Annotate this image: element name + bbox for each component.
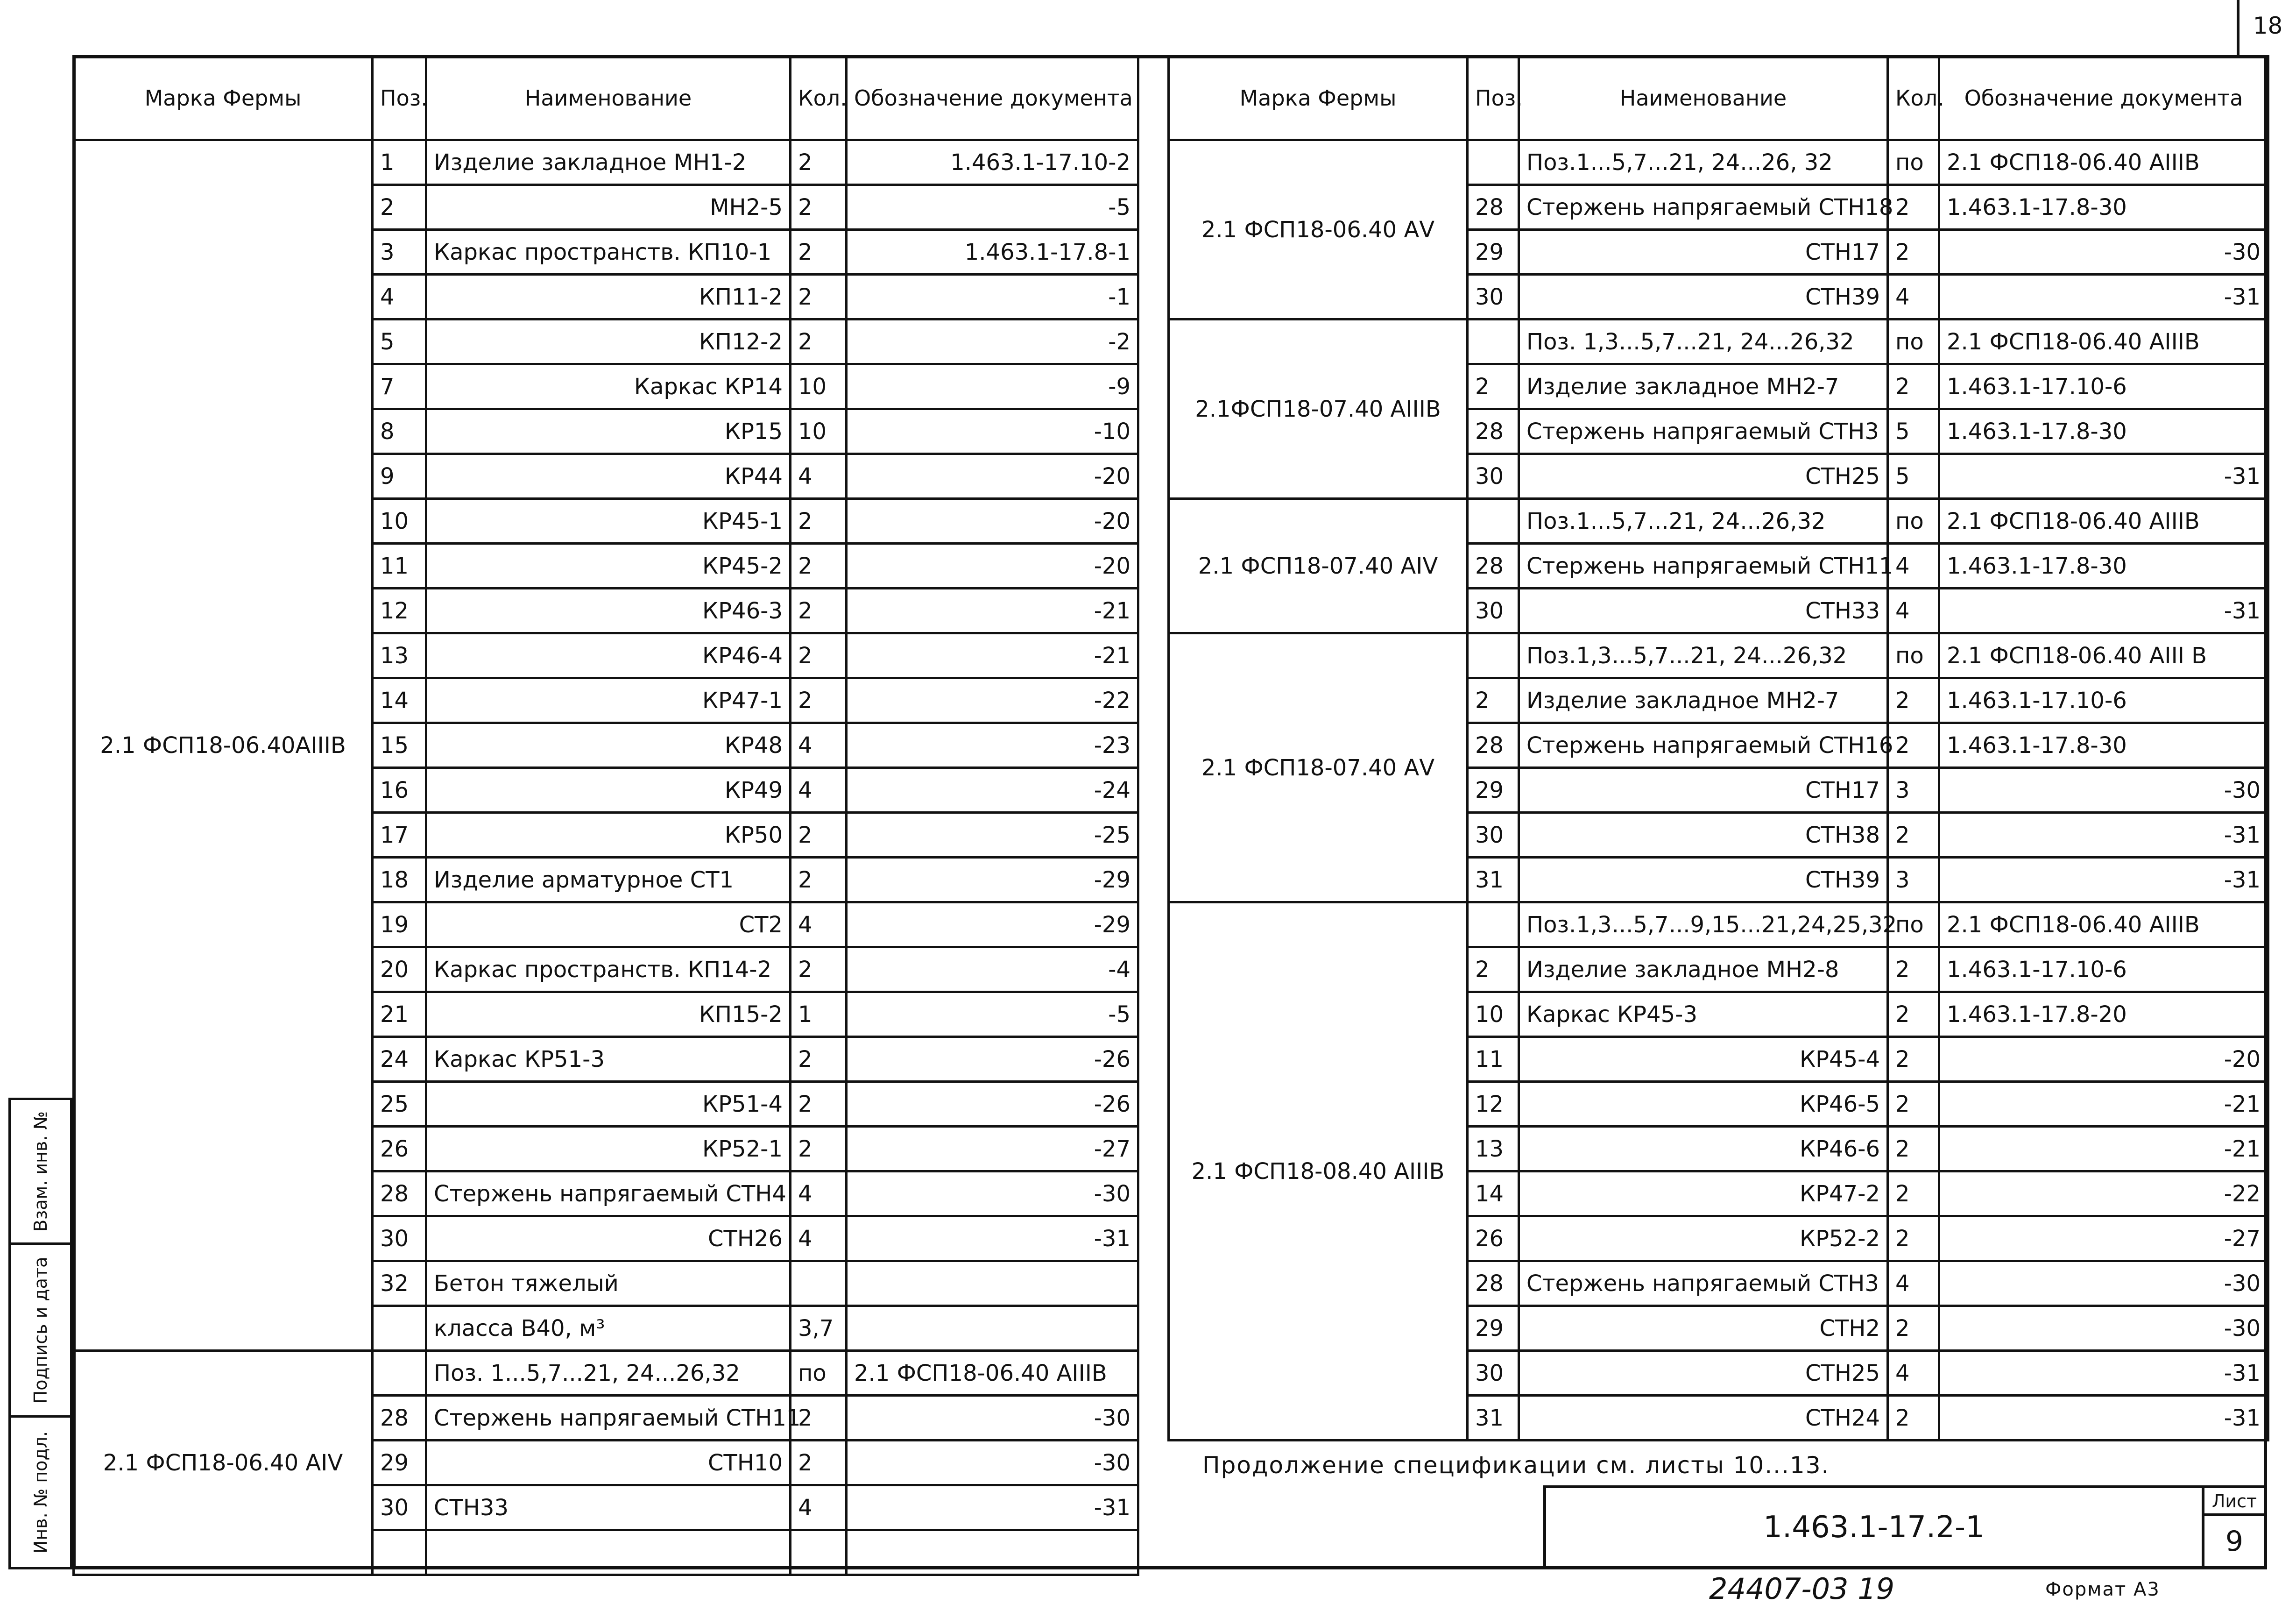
doc-cell: -31	[1939, 275, 2268, 319]
pos-cell: 30	[373, 1216, 426, 1261]
doc-cell: -31	[1939, 858, 2268, 902]
header-mark: Марка Фермы	[1169, 57, 1468, 140]
doc-cell: 2.1 ФСП18-06.40 АIIIВ	[1939, 319, 2268, 364]
right-spec-table	[1167, 55, 2269, 1441]
name-cell: КР44	[426, 454, 791, 499]
name-cell: Изделие закладное МН2-7	[1519, 364, 1888, 409]
pos-cell: 28	[1468, 1261, 1519, 1306]
name-cell: СТН39	[1519, 858, 1888, 902]
doc-cell: 1.463.1-17.8-30	[1939, 544, 2268, 589]
doc-cell: -27	[1939, 1216, 2268, 1261]
doc-cell	[847, 1306, 1138, 1351]
name-cell: СТН25	[1519, 1351, 1888, 1396]
pos-cell: 2	[373, 185, 426, 230]
qty-cell: 5	[1888, 409, 1939, 454]
name-cell: Изделие арматурное СТ1	[426, 858, 791, 902]
doc-cell: 1.463.1-17.10-2	[847, 140, 1138, 185]
pos-cell	[1468, 319, 1519, 364]
name-cell: Стержень напрягаемый СТН4	[426, 1171, 791, 1216]
qty-cell: 2	[1888, 364, 1939, 409]
doc-cell: -10	[847, 409, 1138, 454]
pos-cell: 29	[373, 1441, 426, 1485]
doc-cell: -20	[847, 499, 1138, 544]
title-block	[1543, 1485, 2267, 1569]
qty-cell: 2	[1888, 1171, 1939, 1216]
doc-cell: -22	[847, 678, 1138, 723]
doc-cell: -31	[1939, 589, 2268, 633]
qty-cell: 2	[1888, 992, 1939, 1037]
pos-cell: 30	[1468, 454, 1519, 499]
pos-cell: 14	[373, 678, 426, 723]
pos-cell: 29	[1468, 768, 1519, 813]
name-cell: КР51-4	[426, 1082, 791, 1127]
qty-cell: 4	[791, 902, 847, 947]
qty-cell: 4	[791, 768, 847, 813]
pos-cell: 15	[373, 723, 426, 768]
qty-cell: 3	[1888, 768, 1939, 813]
doc-cell: -27	[847, 1127, 1138, 1171]
doc-cell: 1.463.1-17.8-30	[1939, 409, 2268, 454]
doc-cell: -21	[1939, 1127, 2268, 1171]
name-cell: Поз. 1,3...5,7...21, 24...26,32	[1519, 319, 1888, 364]
qty-cell: 2	[791, 140, 847, 185]
name-cell: КР48	[426, 723, 791, 768]
doc-cell: -30	[847, 1396, 1138, 1441]
side-stamp-strip	[8, 1098, 72, 1569]
qty-cell: 2	[791, 678, 847, 723]
name-cell: Изделие закладное МН1-2	[426, 140, 791, 185]
pos-cell: 3	[373, 230, 426, 275]
qty-cell: по	[791, 1351, 847, 1396]
name-cell: КР49	[426, 768, 791, 813]
header-pos: Поз.	[1468, 57, 1519, 140]
pos-cell: 19	[373, 902, 426, 947]
qty-cell: 2	[1888, 813, 1939, 858]
doc-cell: -30	[1939, 230, 2268, 275]
name-cell: КП12-2	[426, 319, 791, 364]
title-doc-number: 1.463.1-17.2-1	[1546, 1488, 2204, 1567]
name-cell: Изделие закладное МН2-7	[1519, 678, 1888, 723]
pos-cell: 32	[373, 1261, 426, 1306]
page-corner-number: 18	[2237, 0, 2296, 55]
name-cell: КР50	[426, 813, 791, 858]
name-cell: СТ2	[426, 902, 791, 947]
doc-cell: 2.1 ФСП18-06.40 АIII В	[1939, 633, 2268, 678]
name-cell: СТН10	[426, 1441, 791, 1485]
name-cell: Изделие закладное МН2-8	[1519, 947, 1888, 992]
name-cell: Поз.1...5,7...21, 24...26, 32	[1519, 140, 1888, 185]
qty-cell: 1	[791, 992, 847, 1037]
doc-cell: -23	[847, 723, 1138, 768]
pos-cell: 2	[1468, 678, 1519, 723]
name-cell: Стержень напрягаемый СТН11	[426, 1396, 791, 1441]
doc-cell: -20	[847, 454, 1138, 499]
qty-cell: 2	[1888, 1082, 1939, 1127]
qty-cell: по	[1888, 499, 1939, 544]
pos-cell: 20	[373, 947, 426, 992]
pos-cell: 13	[373, 633, 426, 678]
doc-cell: 1.463.1-17.8-30	[1939, 185, 2268, 230]
qty-cell: по	[1888, 140, 1939, 185]
pos-cell: 30	[373, 1485, 426, 1530]
doc-cell: -26	[847, 1082, 1138, 1127]
qty-cell: по	[1888, 902, 1939, 947]
pos-cell: 28	[1468, 723, 1519, 768]
doc-cell: -1	[847, 275, 1138, 319]
doc-cell: 1.463.1-17.8-30	[1939, 723, 2268, 768]
pos-cell: 12	[1468, 1082, 1519, 1127]
name-cell: КР52-2	[1519, 1216, 1888, 1261]
qty-cell: 2	[1888, 1037, 1939, 1082]
doc-cell: 2.1 ФСП18-06.40 АIIIВ	[1939, 140, 2268, 185]
qty-cell: 2	[791, 813, 847, 858]
qty-cell: 2	[791, 1037, 847, 1082]
doc-cell: -30	[847, 1171, 1138, 1216]
pos-cell: 28	[373, 1171, 426, 1216]
pos-cell: 28	[1468, 185, 1519, 230]
pos-cell: 17	[373, 813, 426, 858]
footer-format: Формат А3	[2045, 1579, 2160, 1600]
doc-cell: -5	[847, 992, 1138, 1037]
doc-cell: -31	[847, 1485, 1138, 1530]
qty-cell: 2	[791, 319, 847, 364]
qty-cell: 2	[791, 947, 847, 992]
pos-cell: 24	[373, 1037, 426, 1082]
name-cell: Стержень напрягаемый СТН18	[1519, 185, 1888, 230]
qty-cell: 2	[791, 858, 847, 902]
qty-cell: 10	[791, 364, 847, 409]
doc-cell	[847, 1530, 1138, 1575]
doc-cell: -9	[847, 364, 1138, 409]
pos-cell: 28	[373, 1396, 426, 1441]
table-row	[1169, 902, 2268, 947]
pos-cell: 8	[373, 409, 426, 454]
name-cell: Каркас КР45-3	[1519, 992, 1888, 1037]
name-cell: Поз. 1...5,7...21, 24...26,32	[426, 1351, 791, 1396]
left-spec-table	[72, 55, 1139, 1576]
pos-cell: 30	[1468, 813, 1519, 858]
pos-cell: 13	[1468, 1127, 1519, 1171]
pos-cell: 30	[1468, 275, 1519, 319]
name-cell: Поз.1,3...5,7...9,15...21,24,25,32	[1519, 902, 1888, 947]
pos-cell: 26	[1468, 1216, 1519, 1261]
qty-cell: 2	[1888, 230, 1939, 275]
pos-cell: 28	[1468, 409, 1519, 454]
qty-cell: 4	[1888, 1351, 1939, 1396]
header-qty: Кол.	[1888, 57, 1939, 140]
doc-cell: -22	[1939, 1171, 2268, 1216]
pos-cell: 11	[1468, 1037, 1519, 1082]
name-cell: СТН33	[426, 1485, 791, 1530]
qty-cell: 2	[791, 1082, 847, 1127]
name-cell: Стержень напрягаемый СТН3	[1519, 1261, 1888, 1306]
qty-cell: 2	[1888, 1127, 1939, 1171]
qty-cell: 4	[791, 1216, 847, 1261]
doc-cell: -31	[1939, 813, 2268, 858]
name-cell: КР46-6	[1519, 1127, 1888, 1171]
pos-cell	[1468, 140, 1519, 185]
name-cell: СТН38	[1519, 813, 1888, 858]
qty-cell: 4	[791, 1485, 847, 1530]
doc-cell: -31	[1939, 1351, 2268, 1396]
qty-cell: 4	[791, 454, 847, 499]
doc-cell: -21	[847, 633, 1138, 678]
name-cell: КР45-4	[1519, 1037, 1888, 1082]
doc-cell: -25	[847, 813, 1138, 858]
pos-cell: 2	[1468, 947, 1519, 992]
pos-cell: 7	[373, 364, 426, 409]
qty-cell: 4	[791, 723, 847, 768]
footer-number: 24407-03 19	[1709, 1572, 1895, 1606]
pos-cell: 10	[373, 499, 426, 544]
qty-cell: 2	[791, 633, 847, 678]
name-cell: КП15-2	[426, 992, 791, 1037]
doc-cell: -31	[847, 1216, 1138, 1261]
qty-cell: 2	[1888, 185, 1939, 230]
name-cell: Бетон тяжелый	[426, 1261, 791, 1306]
qty-cell: 2	[1888, 678, 1939, 723]
name-cell: КП11-2	[426, 275, 791, 319]
doc-cell: -29	[847, 858, 1138, 902]
pos-cell: 30	[1468, 1351, 1519, 1396]
name-cell: КР47-1	[426, 678, 791, 723]
doc-cell: -20	[1939, 1037, 2268, 1082]
qty-cell: 2	[791, 1441, 847, 1485]
doc-cell: -30	[1939, 768, 2268, 813]
mark-cell: 2.1 ФСП18-07.40 АIV	[1169, 499, 1468, 633]
doc-cell: 1.463.1-17.8-1	[847, 230, 1138, 275]
qty-cell: 4	[1888, 544, 1939, 589]
doc-cell: 1.463.1-17.10-6	[1939, 678, 2268, 723]
pos-cell: 4	[373, 275, 426, 319]
pos-cell: 12	[373, 589, 426, 633]
side-cell-replace-inv: Взам. инв. №	[11, 1100, 70, 1245]
table-row	[1169, 499, 2268, 544]
qty-cell	[791, 1261, 847, 1306]
doc-cell: -30	[847, 1441, 1138, 1485]
qty-cell: 2	[1888, 723, 1939, 768]
qty-cell: 4	[1888, 1261, 1939, 1306]
doc-cell: -26	[847, 1037, 1138, 1082]
doc-cell: -29	[847, 902, 1138, 947]
table-row	[1169, 140, 2268, 185]
pos-cell	[1468, 499, 1519, 544]
name-cell: КР46-3	[426, 589, 791, 633]
pos-cell: 31	[1468, 858, 1519, 902]
doc-cell: -21	[1939, 1082, 2268, 1127]
qty-cell: по	[1888, 319, 1939, 364]
title-sheet-number: 9	[2225, 1525, 2244, 1558]
qty-cell: 2	[1888, 1306, 1939, 1351]
table-row	[1169, 319, 2268, 364]
qty-cell: 2	[791, 185, 847, 230]
name-cell: Поз.1...5,7...21, 24...26,32	[1519, 499, 1888, 544]
doc-cell: -31	[1939, 1396, 2268, 1441]
qty-cell: 2	[791, 230, 847, 275]
pos-cell: 30	[1468, 589, 1519, 633]
qty-cell: по	[1888, 633, 1939, 678]
pos-cell	[373, 1306, 426, 1351]
pos-cell	[373, 1530, 426, 1575]
pos-cell: 16	[373, 768, 426, 813]
mark-cell: 2.1 ФСП18-06.40 АV	[1169, 140, 1468, 319]
pos-cell: 28	[1468, 544, 1519, 589]
table-row	[1169, 633, 2268, 678]
name-cell: Каркас пространств. КП10-1	[426, 230, 791, 275]
qty-cell: 4	[1888, 275, 1939, 319]
qty-cell: 2	[791, 589, 847, 633]
pos-cell: 25	[373, 1082, 426, 1127]
doc-cell: -5	[847, 185, 1138, 230]
doc-cell: -31	[1939, 454, 2268, 499]
left-header-row	[74, 57, 1138, 140]
pos-cell: 31	[1468, 1396, 1519, 1441]
name-cell: СТН17	[1519, 230, 1888, 275]
pos-cell	[1468, 902, 1519, 947]
mark-cell: 2.1 ФСП18-06.40 АIV	[74, 1351, 373, 1575]
doc-cell: -2	[847, 319, 1138, 364]
header-doc: Обозначение документа	[847, 57, 1138, 140]
qty-cell	[791, 1530, 847, 1575]
name-cell: Каркас пространств. КП14-2	[426, 947, 791, 992]
pos-cell: 5	[373, 319, 426, 364]
name-cell: СТН17	[1519, 768, 1888, 813]
name-cell: КР47-2	[1519, 1171, 1888, 1216]
qty-cell: 2	[791, 1396, 847, 1441]
qty-cell: 2	[1888, 1216, 1939, 1261]
doc-cell: -20	[847, 544, 1138, 589]
name-cell: Стержень напрягаемый СТН3	[1519, 409, 1888, 454]
pos-cell: 2	[1468, 364, 1519, 409]
pos-cell: 29	[1468, 230, 1519, 275]
qty-cell: 10	[791, 409, 847, 454]
name-cell: КР15	[426, 409, 791, 454]
doc-cell: 1.463.1-17.10-6	[1939, 364, 2268, 409]
name-cell: КР46-4	[426, 633, 791, 678]
name-cell: Стержень напрягаемый СТН16	[1519, 723, 1888, 768]
side-cell-signature: Подпись и дата	[11, 1245, 70, 1418]
header-qty: Кол.	[791, 57, 847, 140]
name-cell: СТН26	[426, 1216, 791, 1261]
name-cell	[426, 1530, 791, 1575]
pos-cell: 9	[373, 454, 426, 499]
name-cell: Каркас КР14	[426, 364, 791, 409]
qty-cell: 3	[1888, 858, 1939, 902]
name-cell: КР45-1	[426, 499, 791, 544]
doc-cell: -21	[847, 589, 1138, 633]
name-cell: КР46-5	[1519, 1082, 1888, 1127]
mark-cell: 2.1ФСП18-07.40 АIIIВ	[1169, 319, 1468, 499]
table-row	[74, 140, 1138, 185]
pos-cell: 10	[1468, 992, 1519, 1037]
header-doc: Обозначение документа	[1939, 57, 2268, 140]
name-cell: СТН33	[1519, 589, 1888, 633]
doc-cell: -30	[1939, 1306, 2268, 1351]
pos-cell: 21	[373, 992, 426, 1037]
pos-cell: 1	[373, 140, 426, 185]
doc-cell: 2.1 ФСП18-06.40 АIIIВ	[1939, 902, 2268, 947]
pos-cell: 29	[1468, 1306, 1519, 1351]
name-cell: СТН24	[1519, 1396, 1888, 1441]
continuation-note: Продолжение спецификации см. листы 10...13.	[1202, 1452, 1830, 1479]
qty-cell: 2	[791, 1127, 847, 1171]
right-header-row	[1169, 57, 2268, 140]
table-row	[74, 1351, 1138, 1396]
qty-cell: 2	[791, 499, 847, 544]
header-name: Наименование	[426, 57, 791, 140]
mark-cell: 2.1 ФСП18-07.40 АV	[1169, 633, 1468, 902]
doc-cell: -4	[847, 947, 1138, 992]
doc-cell: 1.463.1-17.10-6	[1939, 947, 2268, 992]
qty-cell: 2	[1888, 1396, 1939, 1441]
qty-cell: 5	[1888, 454, 1939, 499]
doc-cell: 2.1 ФСП18-06.40 АIIIВ	[847, 1351, 1138, 1396]
qty-cell: 4	[1888, 589, 1939, 633]
mark-cell: 2.1 ФСП18-08.40 АIIIВ	[1169, 902, 1468, 1441]
doc-cell	[847, 1261, 1138, 1306]
name-cell: класса В40, м³	[426, 1306, 791, 1351]
pos-cell: 11	[373, 544, 426, 589]
name-cell: СТН25	[1519, 454, 1888, 499]
doc-cell: -30	[1939, 1261, 2268, 1306]
name-cell: Стержень напрягаемый СТН11	[1519, 544, 1888, 589]
pos-cell: 14	[1468, 1171, 1519, 1216]
side-cell-orig-inv: Инв. № подл.	[30, 1431, 51, 1554]
pos-cell: 26	[373, 1127, 426, 1171]
name-cell: СТН2	[1519, 1306, 1888, 1351]
mark-cell: 2.1 ФСП18-06.40АIIIВ	[74, 140, 373, 1351]
qty-cell: 2	[791, 275, 847, 319]
title-sheet-label: Лист	[2204, 1488, 2264, 1516]
name-cell: Каркас КР51-3	[426, 1037, 791, 1082]
qty-cell: 2	[791, 544, 847, 589]
header-pos: Поз.	[373, 57, 426, 140]
qty-cell: 3,7	[791, 1306, 847, 1351]
name-cell: КР45-2	[426, 544, 791, 589]
name-cell: СТН39	[1519, 275, 1888, 319]
pos-cell	[373, 1351, 426, 1396]
doc-cell: -24	[847, 768, 1138, 813]
pos-cell	[1468, 633, 1519, 678]
header-name: Наименование	[1519, 57, 1888, 140]
name-cell: МН2-5	[426, 185, 791, 230]
header-mark: Марка Фермы	[74, 57, 373, 140]
qty-cell: 2	[1888, 947, 1939, 992]
doc-cell: 1.463.1-17.8-20	[1939, 992, 2268, 1037]
doc-cell: 2.1 ФСП18-06.40 АIIIВ	[1939, 499, 2268, 544]
name-cell: КР52-1	[426, 1127, 791, 1171]
qty-cell: 4	[791, 1171, 847, 1216]
pos-cell: 18	[373, 858, 426, 902]
name-cell: Поз.1,3...5,7...21, 24...26,32	[1519, 633, 1888, 678]
